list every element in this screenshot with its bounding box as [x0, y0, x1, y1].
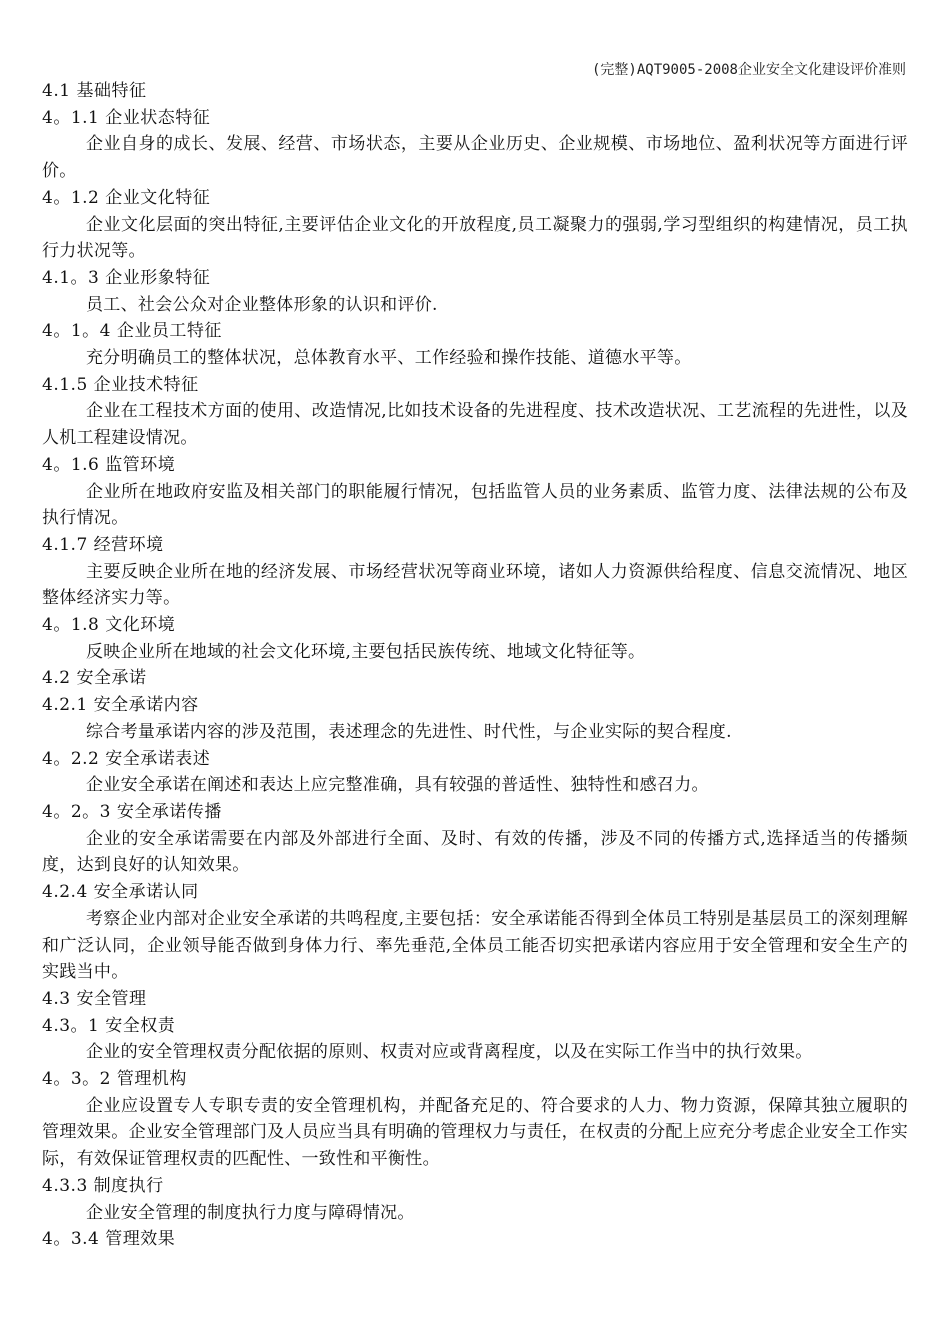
paragraph-4-1-5: 企业在工程技术方面的使用、改造情况,比如技术设备的先进程度、技术改造状况、工艺流程的先进性，以及人机工程建设情况。: [42, 401, 908, 449]
subsection-heading-4-2-2: 4。2.2 安全承诺表述: [42, 748, 211, 769]
subsection-heading-4-1-5: 4.1.5 企业技术特征: [42, 374, 199, 395]
subsection-heading-4-1-4: 4。1。4 企业员工特征: [42, 321, 222, 342]
running-header: (完整)AQT9005-2008企业安全文化建设评价准则: [591, 62, 906, 78]
section-heading-4-1: 4.1 基础特征: [42, 81, 147, 101]
paragraph-4-1-3: 员工、社会公众对企业整体形象的认识和评价.: [86, 294, 438, 315]
paragraph-4-2-2: 企业安全承诺在阐述和表达上应完整准确，具有较强的普适性、独特性和感召力。: [86, 775, 709, 796]
section-heading-4-3: 4.3 安全管理: [42, 988, 147, 1009]
paragraph-4-1-6: 企业所在地政府安监及相关部门的职能履行情况，包括监管人员的业务素质、监管力度、法律法规的公布及执行情况。: [42, 481, 908, 529]
document-body: [42, 78, 908, 1253]
paragraph-4-2-1: 综合考量承诺内容的涉及范围，表述理念的先进性、时代性，与企业实际的契合程度.: [86, 721, 732, 742]
paragraph-4-1-8: 反映企业所在地域的社会文化环境,主要包括民族传统、地域文化特征等。: [86, 641, 646, 662]
paragraph-4-1-7: 主要反映企业所在地的经济发展、市场经营状况等商业环境，诸如人力资源供给程度、信息交流情况、地区整体经济实力等。: [42, 561, 908, 609]
paragraph-4-2-4: 考察企业内部对企业安全承诺的共鸣程度,主要包括：安全承诺能否得到全体员工特别是基层员工的深刻理解和广泛认同，企业领导能否做到身体力行、率先垂范,全体员工能否切实把承诺内容应用于安全管理和安全生产的实践当中。: [42, 908, 908, 983]
subsection-heading-4-1-3: 4.1。3 企业形象特征: [42, 267, 211, 288]
subsection-heading-4-1-1: 4。1.1 企业状态特征: [42, 107, 211, 128]
paragraph-4-3-3: 企业安全管理的制度执行力度与障碍情况。: [86, 1202, 415, 1223]
subsection-heading-4-2-3: 4。2。3 安全承诺传播: [42, 801, 222, 822]
subsection-heading-4-1-2: 4。1.2 企业文化特征: [42, 187, 211, 208]
paragraph-4-1-4: 充分明确员工的整体状况，总体教育水平、工作经验和操作技能、道德水平等。: [86, 348, 692, 369]
paragraph-4-3-1: 企业的安全管理权责分配依据的原则、权责对应或背离程度，以及在实际工作当中的执行效果。: [86, 1042, 813, 1063]
paragraph-4-1-2: 企业文化层面的突出特征,主要评估企业文化的开放程度,员工凝聚力的强弱,学习型组织的构建情况，员工执行力状况等。: [42, 214, 908, 262]
subsection-heading-4-3-2: 4。3。2 管理机构: [42, 1069, 187, 1090]
section-heading-4-2: 4.2 安全承诺: [42, 668, 147, 689]
subsection-heading-4-2-4: 4.2.4 安全承诺认同: [42, 882, 199, 903]
paragraph-4-1-1: 企业自身的成长、发展、经营、市场状态，主要从企业历史、企业规模、市场地位、盈利状况等方面进行评价。: [42, 134, 908, 182]
subsection-heading-4-3-1: 4.3。1 安全权责: [42, 1015, 176, 1036]
subsection-heading-4-2-1: 4.2.1 安全承诺内容: [42, 695, 199, 716]
subsection-heading-4-1-8: 4。1.8 文化环境: [42, 615, 176, 636]
paragraph-4-3-2: 企业应设置专人专职专责的安全管理机构，并配备充足的、符合要求的人力、物力资源，保障其独立履职的管理效果。企业安全管理部门及人员应当具有明确的管理权力与责任，在权责的分配上应充分考虑企业安全工作实际，有效保证管理权责的匹配性、一致性和平衡性。: [42, 1095, 908, 1170]
subsection-heading-4-1-6: 4。1.6 监管环境: [42, 454, 176, 475]
paragraph-4-2-3: 企业的安全承诺需要在内部及外部进行全面、及时、有效的传播，涉及不同的传播方式,选择适当的传播频度，达到良好的认知效果。: [42, 828, 908, 876]
subsection-heading-4-1-7: 4.1.7 经营环境: [42, 534, 164, 555]
subsection-heading-4-3-3: 4.3.3 制度执行: [42, 1175, 164, 1196]
subsection-heading-4-3-4: 4。3.4 管理效果: [42, 1229, 176, 1250]
